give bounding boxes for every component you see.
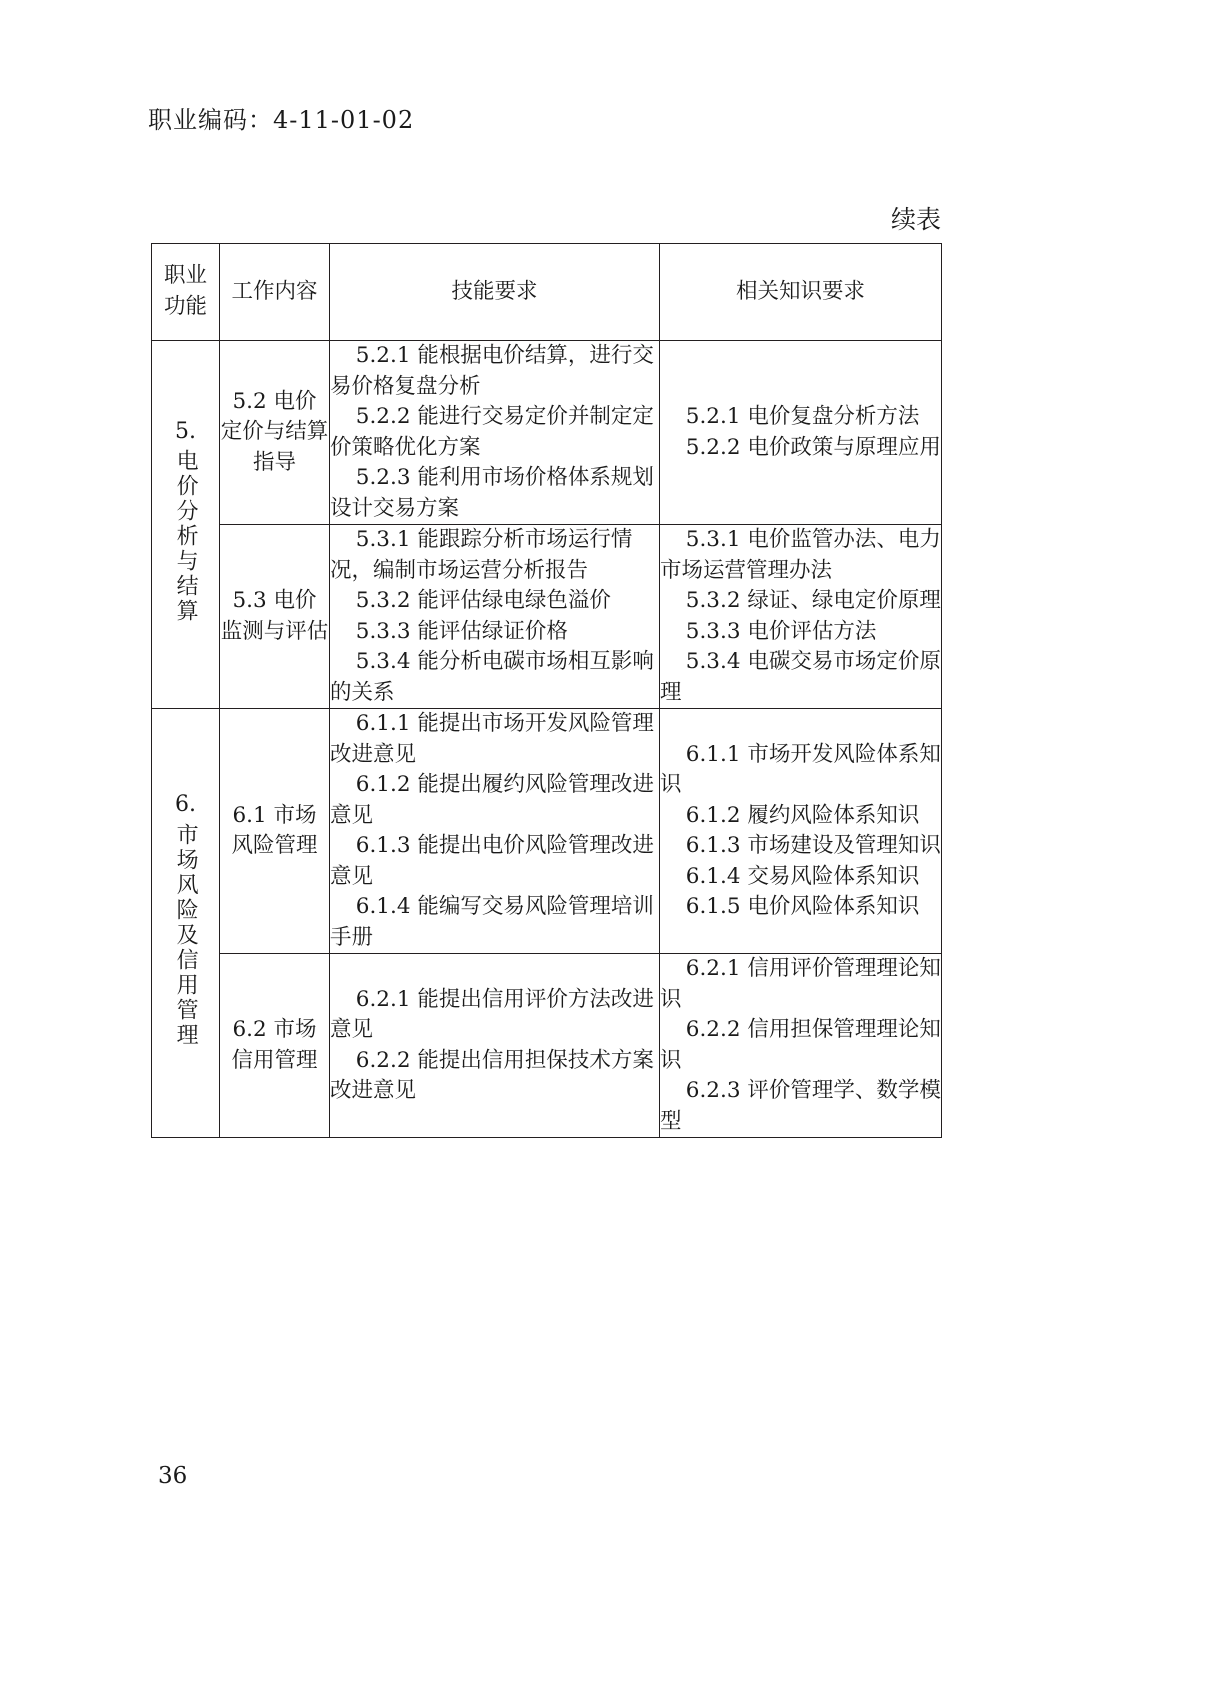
- list-item: 5.3.2 绿证、绿电定价原理: [685, 588, 941, 614]
- page-number: 36: [158, 1463, 188, 1489]
- occupation-code: 职业编码：4-11-01-02: [148, 106, 415, 134]
- table-row: [152, 341, 942, 525]
- list-item: 6.1.4 交易风险体系知识: [685, 863, 920, 889]
- list-item: 6.2.1 能提出信用评价方法改进意见: [330, 986, 654, 1043]
- table-row: [152, 709, 942, 954]
- work-content-line: 风险管理: [231, 833, 318, 859]
- skill-list-6-1: [330, 709, 660, 954]
- list-item: 5.2.1 能根据电价结算，进行交易价格复盘分析: [330, 343, 654, 399]
- skill-list-5-2: [330, 341, 660, 525]
- knowledge-list-6-2: [660, 954, 942, 1138]
- work-content-line: 信用管理: [231, 1047, 318, 1073]
- list-item: 6.1.5 电价风险体系知识: [685, 894, 920, 920]
- list-item: 6.1.4 能编写交易风险管理培训手册: [330, 894, 654, 950]
- list-item: 6.2.2 信用担保管理理论知识: [660, 1017, 941, 1073]
- list-item: 6.2.3 评价管理学、数学模型: [660, 1078, 941, 1134]
- list-item: 6.1.3 市场建设及管理知识: [685, 833, 941, 859]
- list-item: 6.2.1 信用评价管理理论知识: [660, 956, 941, 1012]
- list-item: 6.1.1 能提出市场开发风险管理改进意见: [330, 711, 654, 767]
- work-content-line: 6.2 市场: [232, 1017, 317, 1043]
- table-header-row: [152, 244, 942, 341]
- list-item: 6.1.3 能提出电价风险管理改进意见: [330, 833, 654, 889]
- list-item: 5.3.1 能跟踪分析市场运行情况，编制市场运营分析报告: [330, 527, 633, 583]
- list-item: 6.2.2 能提出信用担保技术方案改进意见: [330, 1047, 654, 1104]
- function-label-6: 市场风险及信用管理: [173, 822, 199, 1048]
- function-number-5: 5.: [175, 418, 196, 444]
- list-item: 5.2.2 能进行交易定价并制定定价策略优化方案: [330, 404, 654, 460]
- continued-table-label: 续表: [890, 205, 941, 234]
- work-content-cell-6-1: [220, 709, 330, 954]
- column-header-work-content: 工作内容: [220, 244, 330, 341]
- table-row: [152, 954, 942, 1138]
- list-item: 6.1.1 市场开发风险体系知识: [660, 741, 941, 798]
- list-item: 5.3.4 电碳交易市场定价原理: [660, 649, 941, 705]
- function-label-5: 电价分析与结算: [173, 448, 199, 624]
- list-item: 5.2.2 电价政策与原理应用: [685, 434, 941, 460]
- work-content-line: 定价与结算: [220, 419, 329, 445]
- column-header-function-line1: 职业: [163, 263, 207, 289]
- work-content-line: 6.1 市场: [232, 802, 317, 828]
- function-cell-6: [152, 709, 220, 1138]
- knowledge-list-6-1: [660, 709, 942, 954]
- work-content-line: 5.3 电价: [232, 588, 317, 614]
- list-item: 5.3.2 能评估绿电绿色溢价: [355, 588, 611, 614]
- column-header-function-line2: 功能: [163, 294, 207, 319]
- skill-list-6-2: [330, 954, 660, 1138]
- list-item: 5.3.3 电价评估方法: [685, 618, 877, 644]
- table-row: [152, 525, 942, 709]
- list-item: 5.3.1 电价监管办法、电力市场运营管理办法: [660, 527, 941, 583]
- skills-requirements-table: [151, 243, 942, 1138]
- work-content-cell-5-3: [220, 525, 330, 709]
- knowledge-list-5-3: [660, 525, 942, 709]
- knowledge-list-5-2: [660, 341, 942, 525]
- column-header-skill-requirements: 技能要求: [330, 244, 660, 341]
- list-item: 6.1.2 履约风险体系知识: [685, 802, 920, 828]
- work-content-line: 监测与评估: [220, 618, 329, 644]
- table-body: [152, 341, 942, 1138]
- work-content-cell-5-2: [220, 341, 330, 525]
- work-content-line: 5.2 电价: [232, 388, 317, 414]
- work-content-cell-6-2: [220, 954, 330, 1138]
- list-item: 5.2.3 能利用市场价格体系规划设计交易方案: [330, 465, 654, 521]
- list-item: 5.3.3 能评估绿证价格: [355, 618, 568, 644]
- list-item: 5.3.4 能分析电碳市场相互影响的关系: [330, 649, 654, 705]
- list-item: 5.2.1 电价复盘分析方法: [685, 404, 920, 430]
- function-number-6: 6.: [175, 792, 196, 818]
- table-header: [152, 244, 942, 341]
- column-header-knowledge-requirements: 相关知识要求: [660, 244, 942, 341]
- list-item: 6.1.2 能提出履约风险管理改进意见: [330, 772, 654, 828]
- work-content-line: 指导: [252, 449, 296, 475]
- skill-list-5-3: [330, 525, 660, 709]
- function-cell-5: [152, 341, 220, 709]
- column-header-function: [152, 244, 220, 341]
